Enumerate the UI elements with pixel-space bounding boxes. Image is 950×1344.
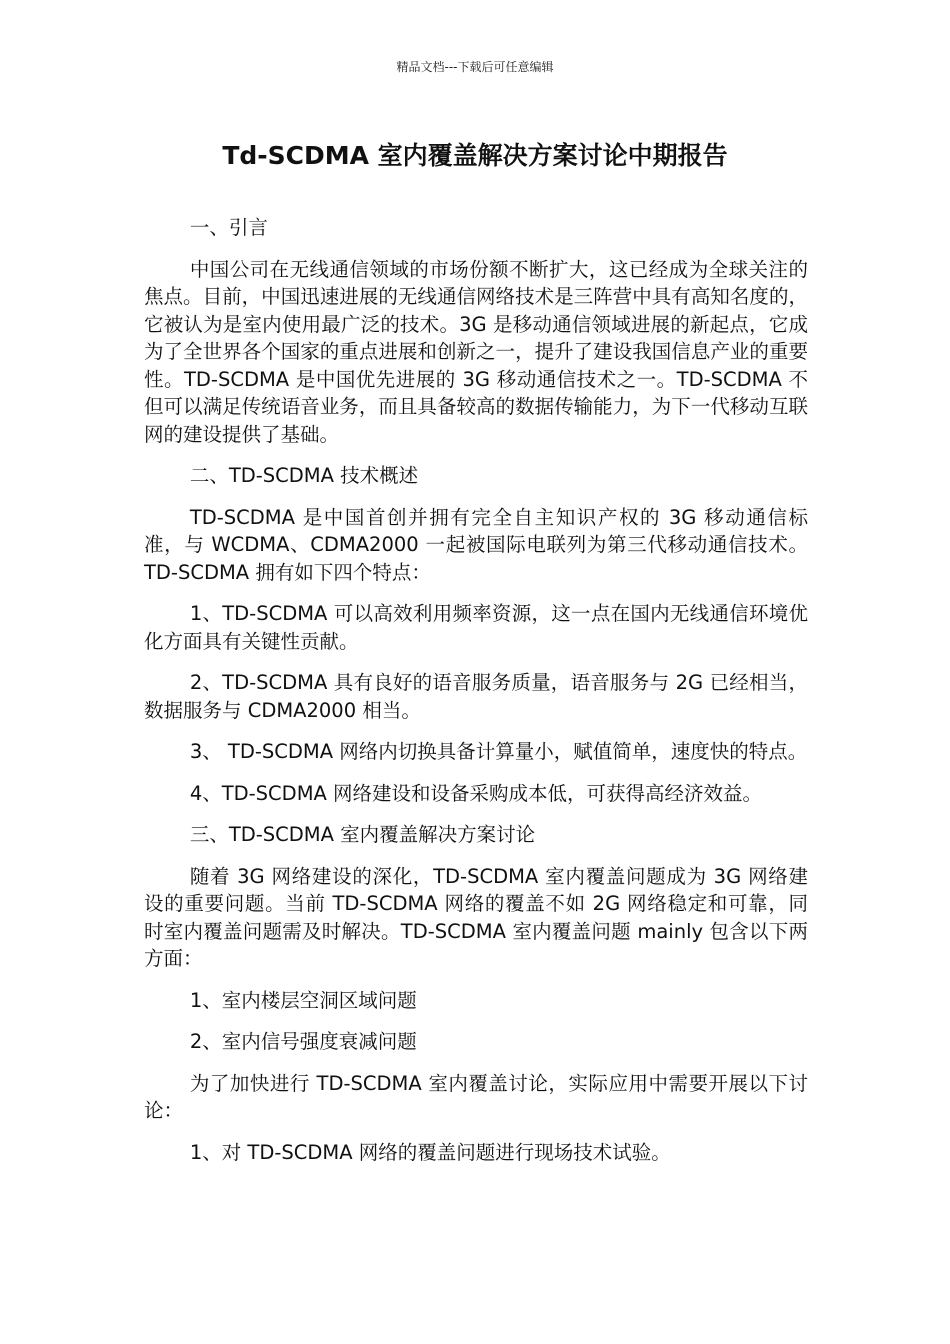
document-title: Td-SCDMA 室内覆盖解决方案讨论中期报告 (222, 141, 728, 170)
section-heading-overview: 二、TD-SCDMA 技术概述 (189, 464, 419, 487)
header-note: 精品文档---下载后可任意编辑 (396, 60, 554, 74)
list-item-problem-1: 1、室内楼层空洞区域问题 (189, 988, 417, 1012)
list-item-feature-1: 1、TD-SCDMA 可以高效利用频率资源，这一点在国内无线通信环境优化方面具有关键性贡献。 (144, 602, 808, 653)
section-heading-introduction: 一、引言 (189, 216, 268, 239)
list-item-action-1: 1、对 TD-SCDMA 网络的覆盖问题进行现场技术试验。 (189, 1140, 671, 1164)
list-item-feature-3: 3、 TD-SCDMA 网络内切换具备计算量小，赋值简单，速度快的特点。 (189, 740, 808, 763)
paragraph-overview: TD-SCDMA 是中国首创并拥有完全自主知识产权的 3G 移动通信标准，与 WCDMA、CDMA2000 一起被国际电联列为第三代移动通信技术。TD-SCDMA 拥有如下四个特点： (144, 505, 808, 584)
list-item-feature-2: 2、TD-SCDMA 具有良好的语音服务质量，语音服务与 2G 已经相当，数据服务与 CDMA2000 相当。 (144, 671, 808, 722)
paragraph-discussion-2: 为了加快进行 TD-SCDMA 室内覆盖讨论，实际应用中需要开展以下讨论： (144, 1071, 808, 1122)
section-heading-discussion: 三、TD-SCDMA 室内覆盖解决方案讨论 (189, 823, 536, 846)
document-body (144, 214, 808, 1180)
list-item-problem-2: 2、室内信号强度衰减问题 (189, 1030, 417, 1053)
paragraph-introduction: 中国公司在无线通信领域的市场份额不断扩大，这已经成为全球关注的焦点。目前，中国迅速进展的无线通信网络技术是三阵营中具有高知名度的，它被认为是室内使用最广泛的技术。3G 是移动通信领域进展的新起点，它成为了全世界各个国家的重点进展和创新之一，提升了建设我国信息产业的重要性。TD-SCDMA 是中国优先进展的 3G 移动通信技术之一。TD-SCDMA 不但可以满足传统语音业务，而且具备较高的数据传输能力，为下一代移动互联网的建设提供了基础。 (144, 257, 808, 446)
list-item-feature-4: 4、TD-SCDMA 网络建设和设备采购成本低，可获得高经济效益。 (189, 781, 763, 805)
paragraph-discussion-1: 随着 3G 网络建设的深化，TD-SCDMA 室内覆盖问题成为 3G 网络建设的重要问题。当前 TD-SCDMA 网络的覆盖不如 2G 网络稳定和可靠，同时室内覆盖问题需及时解决。TD-SCDMA 室内覆盖问题 mainly 包含以下两方面： (144, 864, 808, 970)
